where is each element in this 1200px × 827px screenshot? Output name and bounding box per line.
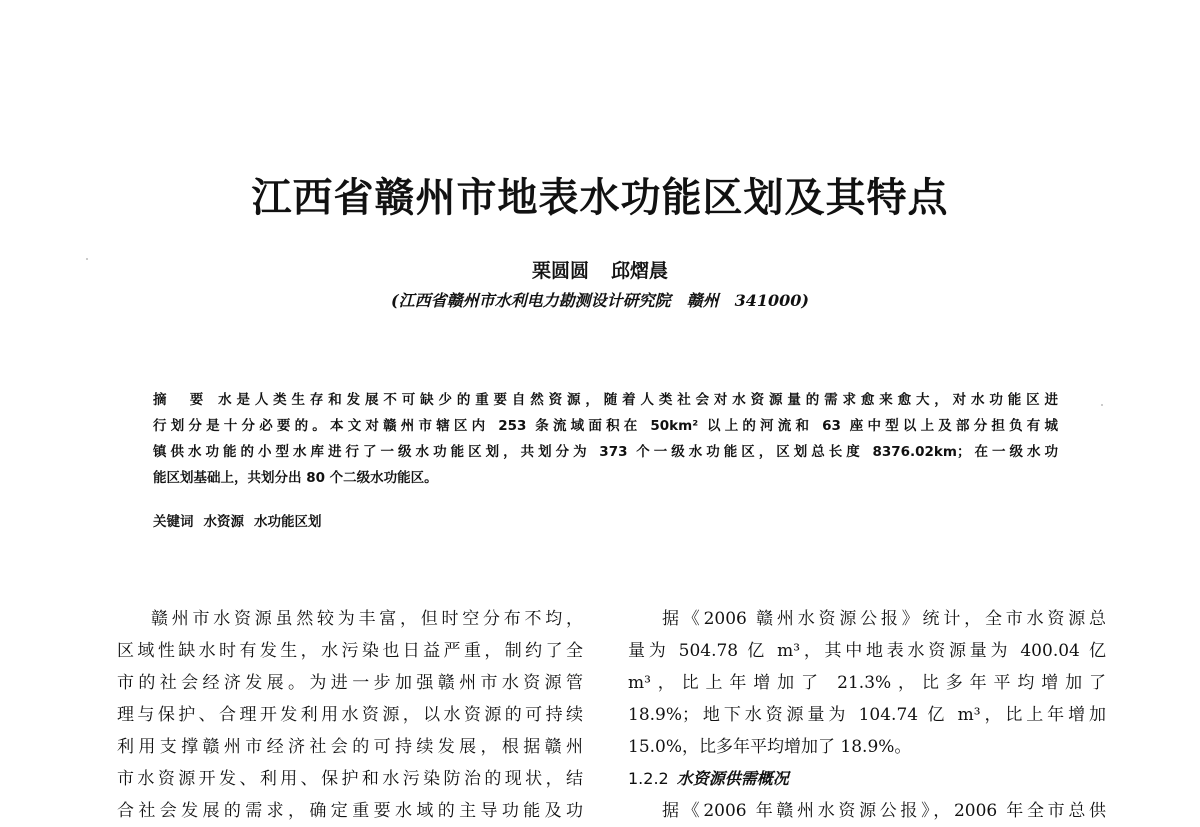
author-name: 栗圆圆 <box>531 260 589 282</box>
keywords <box>153 510 322 530</box>
body-line: m³，比上年增加了 21.3%，比多年平均增加了 <box>628 673 1106 693</box>
body-right-column <box>628 603 1106 827</box>
abstract-line: 行划分是十分必要的。本文对赣州市辖区内 253 条流域面积在 50km² 以上的河流和 63 座中型以上及部分担负有城 <box>153 418 1058 434</box>
abstract <box>153 387 1058 491</box>
subheading-number: 1.2.2 <box>628 769 669 788</box>
affiliation: (江西省赣州市水利电力勘测设计研究院 赣州 341000) <box>391 291 809 310</box>
body-line: 据《2006 赣州水资源公报》统计，全市水资源总 <box>662 609 1106 629</box>
abstract-text: 水是人类生存和发展不可缺少的重要自然资源，随着人类社会对水资源量的需求愈来愈大，对水功能区进 <box>218 392 1058 408</box>
subheading-text: 水资源供需概况 <box>676 769 789 788</box>
author-name: 邱熠晨 <box>611 260 669 282</box>
abstract-label: 摘 要 <box>153 392 209 408</box>
paper-title: 江西省赣州市地表水功能区划及其特点 <box>251 174 949 221</box>
abstract-line: 能区划基础上，共划分出 80 个二级水功能区。 <box>153 470 438 486</box>
abstract-line: 镇供水功能的小型水库进行了一级水功能区划，共划分为 373 个一级水功能区，区划总长度 8376.02km；在一级水功 <box>153 444 1058 460</box>
body-line: 区域性缺水时有发生，水污染也日益严重，制约了全 <box>117 641 583 661</box>
body-line: 据《2006 年赣州水资源公报》，2006 年全市总供 <box>662 801 1106 821</box>
body-line: 市水资源开发、利用、保护和水污染防治的现状，结 <box>117 769 583 789</box>
body-line: 赣州市水资源虽然较为丰富，但时空分布不均， <box>151 609 583 629</box>
section-subheading <box>628 763 1106 795</box>
keywords-label: 关键词 <box>153 514 194 530</box>
abstract-line <box>153 387 1058 413</box>
keyword: 水功能区划 <box>254 514 322 530</box>
body-line: 量为 504.78 亿 m³，其中地表水资源量为 400.04 亿 <box>628 641 1106 661</box>
body-line: 市的社会经济发展。为进一步加强赣州市水资源管 <box>117 673 583 693</box>
body-line: 利用支撑赣州市经济社会的可持续发展，根据赣州 <box>117 737 583 757</box>
body-line: 合社会发展的需求，确定重要水域的主导功能及功 <box>117 801 583 821</box>
author-list <box>0 256 1200 283</box>
body-line: 15.0%，比多年平均增加了 18.9%。 <box>628 737 912 757</box>
keyword: 水资源 <box>203 514 244 530</box>
body-line: 18.9%；地下水资源量为 104.74 亿 m³，比上年增加 <box>628 705 1106 725</box>
scan-speck <box>1101 404 1103 406</box>
body-line: 理与保护、合理开发利用水资源，以水资源的可持续 <box>117 705 583 725</box>
body-left-column <box>117 603 583 827</box>
